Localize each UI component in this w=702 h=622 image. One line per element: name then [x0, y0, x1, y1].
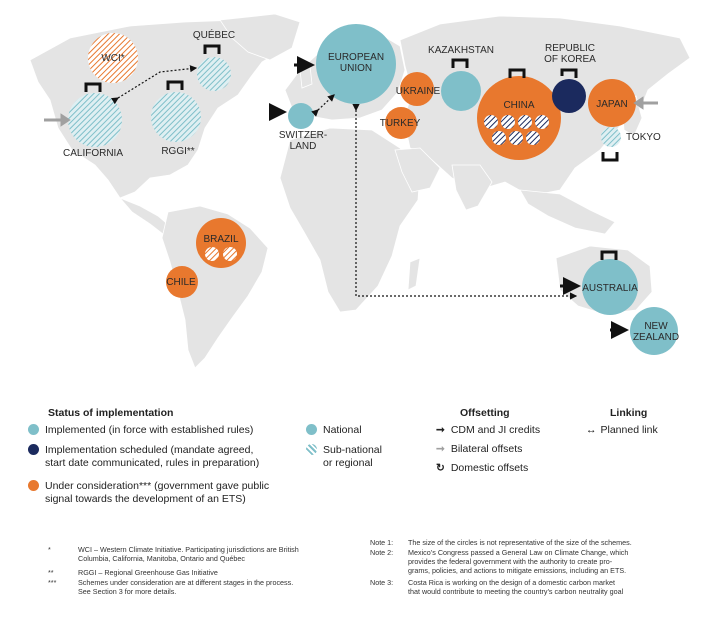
footnote-1: * WCI – Western Climate Initiative. Participating jurisdictions are British Columbia, California, Manitoba, Ontario and Québec — [48, 545, 299, 563]
wci-label: WCI* — [101, 53, 125, 64]
turkey-label: TURKEY — [379, 118, 421, 129]
chile-label: CHILE — [166, 277, 196, 288]
kazakhstan-label: KAZAKHSTAN — [428, 45, 494, 56]
legend-domestic: ↻ Domestic offsets — [436, 462, 529, 474]
japan-label: JAPAN — [596, 99, 628, 110]
rggi-label: RGGI** — [161, 146, 195, 157]
eu-label: EUROPEAN UNION — [327, 52, 385, 74]
legend-bilateral: ➞ Bilateral offsets — [436, 443, 523, 455]
legend-consideration: Under consideration*** (government gave public signal towards the development of an ETS) — [28, 480, 269, 506]
consideration-swatch — [28, 480, 39, 491]
uk-land — [300, 66, 312, 88]
switzerland-label: SWITZER- LAND — [278, 130, 328, 152]
ukraine-label: UKRAINE — [395, 86, 441, 97]
planned-link-icon: ↔ — [586, 424, 597, 436]
tokyo-label: TOKYO — [626, 132, 661, 143]
domestic-loop-icon: ↻ — [436, 462, 445, 474]
legend-subnational: Sub-national or regional — [306, 444, 382, 470]
legend-implemented: Implemented (in force with established rules) — [28, 424, 253, 437]
california-label: CALIFORNIA — [62, 148, 124, 159]
subnational-swatch — [306, 444, 317, 455]
legend-status-title: Status of implementation — [48, 407, 174, 419]
legend-linking-title: Linking — [610, 407, 648, 419]
australia-label: AUSTRALIA — [582, 283, 638, 294]
quebec-bubble — [197, 57, 231, 91]
switzerland-bubble — [288, 103, 314, 129]
korea-label: REPUBLIC OF KOREA — [544, 43, 596, 65]
note-3: Note 3: Costa Rica is working on the design of a domestic carbon market that would contribute to meeting the country’s carbon neutrality goal — [370, 578, 624, 596]
legend-planned-link: ↔ Planned link — [586, 424, 658, 436]
legend-national: National — [306, 424, 362, 437]
china-label: CHINA — [503, 100, 535, 111]
quebec-label: QUÉBEC — [192, 30, 236, 41]
madagascar-land — [408, 258, 420, 290]
rggi-bubble — [151, 92, 201, 142]
kazakhstan-bubble — [441, 71, 481, 111]
legend-cdm: ➞ CDM and JI credits — [436, 424, 541, 436]
southeast-asia-land — [520, 190, 615, 234]
korea-bubble — [552, 79, 586, 113]
cdm-arrow-icon: ➞ — [436, 424, 445, 436]
bilateral-arrow-icon: ➞ — [436, 443, 445, 455]
footnote-2: ** RGGI – Regional Greenhouse Gas Initiative — [48, 568, 218, 577]
california-bubble — [68, 93, 122, 147]
new-zealand-label: NEW ZEALAND — [632, 321, 680, 343]
scheduled-swatch — [28, 444, 39, 455]
implemented-swatch — [28, 424, 39, 435]
national-swatch — [306, 424, 317, 435]
tokyo-bubble — [601, 127, 621, 147]
legend-offsetting-title: Offsetting — [460, 407, 510, 419]
legend-scheduled: Implementation scheduled (mandate agreed, start date communicated, rules in preparation) — [28, 444, 259, 470]
note-1: Note 1: The size of the circles is not representative of the size of the schemes. — [370, 538, 632, 547]
note-2: Note 2: Mexico’s Congress passed a General Law on Climate Change, which provides the federal government with the authority to create pro- grams, policies, and actions to mitigate emissions, including an ETS. — [370, 548, 629, 575]
brazil-label: BRAZIL — [203, 234, 239, 245]
footnote-3: *** Schemes under consideration are at different stages in the process. See Section 3 for more details. — [48, 578, 294, 596]
